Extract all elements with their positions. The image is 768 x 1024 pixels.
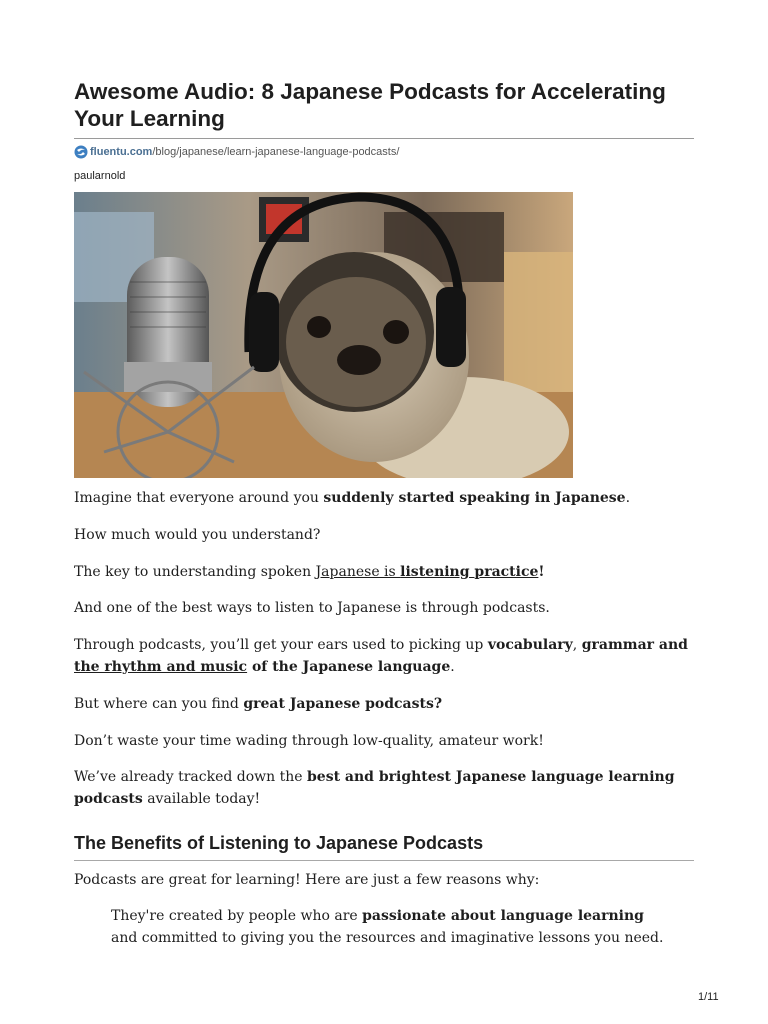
- page-number: 1/11: [698, 991, 719, 1003]
- bold-text: great Japanese podcasts?: [243, 696, 443, 712]
- bold-text: passionate about language learning: [362, 908, 644, 924]
- article-title: Awesome Audio: 8 Japanese Podcasts for Accelerating Your Learning: [74, 78, 694, 139]
- rhythm-and-music-link[interactable]: the rhythm and music: [74, 659, 248, 675]
- link-bold-text[interactable]: listening practice: [400, 564, 539, 580]
- source-url[interactable]: [74, 145, 694, 159]
- pug-with-headphones-photo: [74, 192, 573, 478]
- text-run: Imagine that everyone around you: [74, 490, 324, 506]
- paragraph-podcasts: And one of the best ways to listen to Japanese is through podcasts.: [74, 600, 550, 616]
- text-run: .: [450, 659, 455, 675]
- fluentu-logo-icon: [74, 145, 88, 159]
- source-path[interactable]: /blog/japanese/learn-japanese-language-podcasts/: [152, 146, 400, 158]
- bold-text: of the Japanese language: [247, 659, 451, 675]
- paragraph-key: [74, 561, 694, 583]
- section-intro: Podcasts are great for learning! Here are just a few reasons why:: [74, 872, 540, 888]
- bold-text: grammar and: [581, 637, 688, 653]
- bold-text: best and brightest Japanese language learning podcasts: [74, 769, 675, 807]
- text-run: Through podcasts, you’ll get your ears used to picking up: [74, 637, 488, 653]
- bold-text: suddenly started speaking in Japanese: [323, 490, 626, 506]
- link-text[interactable]: Japanese is: [315, 564, 401, 580]
- text-run: But where can you find: [74, 696, 244, 712]
- text-run: available today!: [142, 791, 261, 807]
- paragraph-intro: [74, 487, 694, 509]
- list-item: [111, 905, 671, 949]
- listening-practice-link[interactable]: [316, 564, 539, 580]
- paragraph-question: How much would you understand?: [74, 527, 321, 543]
- text-run: !: [538, 564, 545, 580]
- text-run: We’ve already tracked down the: [74, 769, 308, 785]
- paragraph-through-podcasts: [74, 634, 694, 678]
- paragraph-where: [74, 693, 694, 715]
- text-run: They're created by people who are: [111, 908, 363, 924]
- section-heading: The Benefits of Listening to Japanese Podcasts: [74, 830, 694, 861]
- article-header: [74, 78, 694, 478]
- source-domain[interactable]: fluentu.com: [90, 146, 153, 158]
- paragraph-tracked-down: [74, 766, 694, 810]
- paragraph-dont-waste: Don’t waste your time wading through low-quality, amateur work!: [74, 733, 544, 749]
- bold-text: vocabulary: [487, 637, 573, 653]
- text-run: and committed to giving you the resources and imaginative lessons you need.: [111, 930, 664, 946]
- text-run: The key to understanding spoken: [74, 564, 316, 580]
- text-run: .: [625, 490, 631, 506]
- text-run: ,: [572, 637, 582, 653]
- author-name: paularnold: [74, 170, 126, 182]
